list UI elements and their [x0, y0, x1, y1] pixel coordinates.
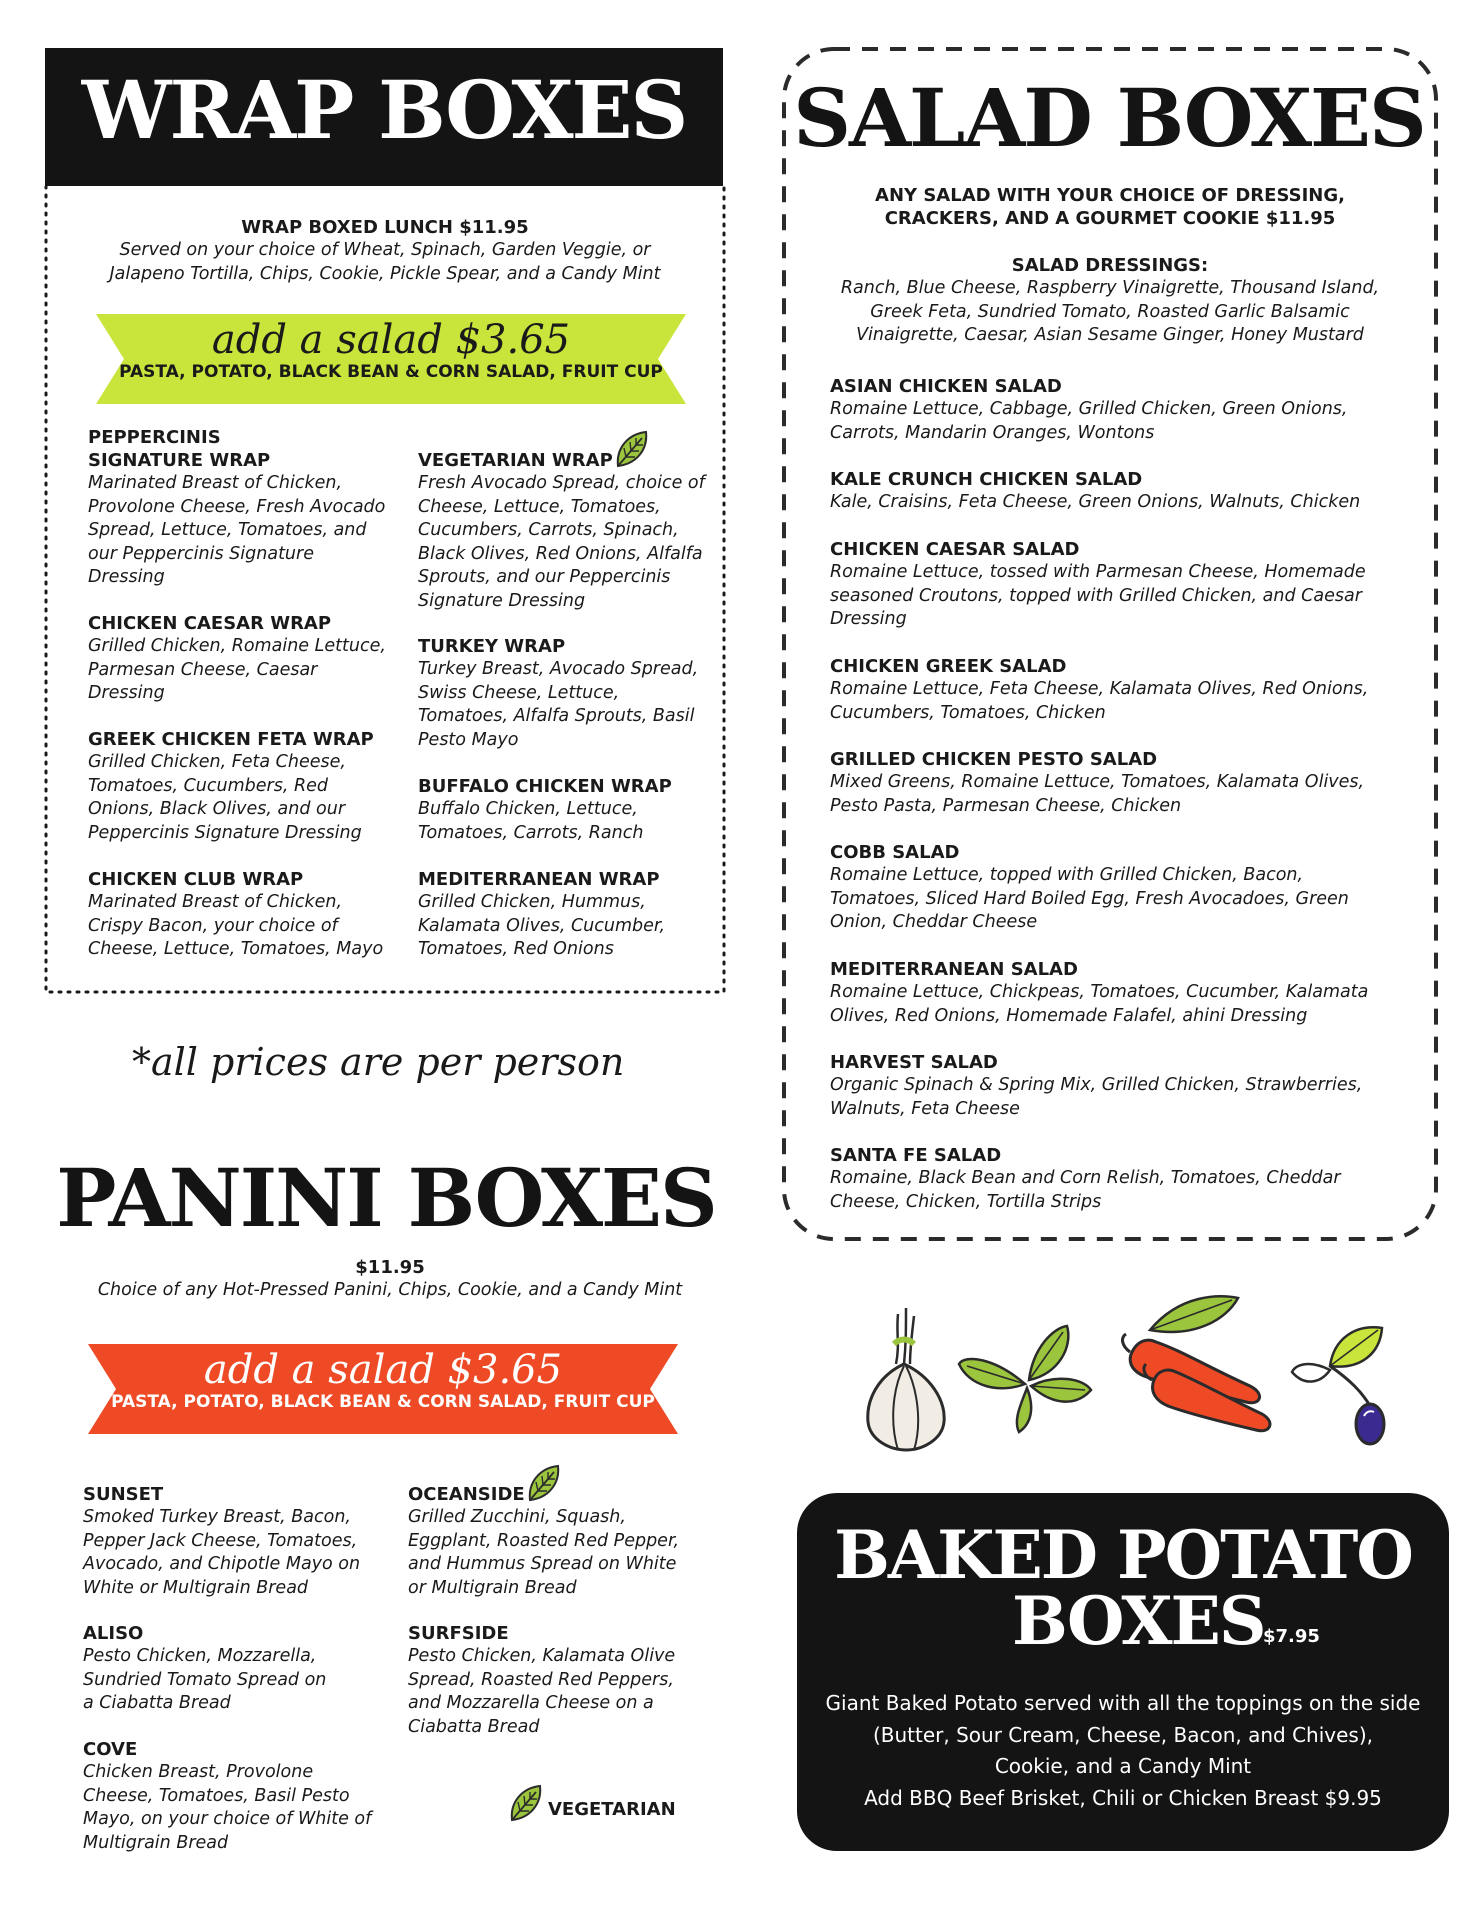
- potato-desc-line: Add BBQ Beef Brisket, Chili or Chicken Breast $9.95: [864, 1785, 1382, 1810]
- menu-item-name: MEDITERRANEAN WRAP: [418, 869, 660, 890]
- menu-item-desc: Romaine Lettuce, Chickpeas, Tomatoes, Cucumber, Kalamata Olives, Red Onions, Homemade Falafel, ahini Dressing: [830, 982, 1369, 1026]
- wrap-addon-sub: PASTA, POTATO, BLACK BEAN & CORN SALAD, FRUIT CUP: [119, 362, 663, 382]
- menu-item: [830, 1144, 1390, 1214]
- menu-item: [830, 375, 1390, 445]
- menu-item-name: PEPPERCINIS SIGNATURE WRAP: [88, 427, 271, 471]
- chili-pepper-icon: [1110, 1290, 1280, 1440]
- leaf-icon: [526, 1464, 562, 1506]
- potato-desc-line: Giant Baked Potato served with all the toppings on the side: [825, 1691, 1421, 1715]
- wrap-intro-title: WRAP BOXED LUNCH $11.95: [241, 217, 529, 238]
- salad-dressings-list: Ranch, Blue Cheese, Raspberry Vinaigrette, Thousand Island, Greek Feta, Sundried Tomato, Roasted Garlic Balsamic Vinaigrette, Caesar, Asian Sesame Ginger, Honey Mustard: [840, 278, 1380, 345]
- menu-item: [83, 1622, 333, 1716]
- panini-price: $11.95: [355, 1257, 425, 1278]
- menu-item: [830, 748, 1390, 818]
- wrap-intro-desc: Served on your choice of Wheat, Spinach, Garden Veggie, or Jalapeno Tortilla, Chips, Cookie, Pickle Spear, and a Candy Mint: [109, 240, 661, 284]
- potato-heading-line2: BOXES: [1012, 1582, 1265, 1660]
- potato-desc-line: (Butter, Sour Cream, Cheese, Bacon, and Chives),: [872, 1722, 1373, 1747]
- menu-item-name: BUFFALO CHICKEN WRAP: [418, 776, 672, 797]
- panini-addon-sub: PASTA, POTATO, BLACK BEAN & CORN SALAD, FRUIT CUP: [111, 1392, 655, 1412]
- menu-item-desc: Mixed Greens, Romaine Lettuce, Tomatoes, Kalamata Olives, Pesto Pasta, Parmesan Cheese, Chicken: [830, 772, 1365, 816]
- menu-item-name: CHICKEN CLUB WRAP: [88, 869, 304, 890]
- panini-addon-ribbon: [88, 1348, 678, 1412]
- menu-item-desc: Organic Spinach & Spring Mix, Grilled Chicken, Strawberries, Walnuts, Feta Cheese: [830, 1075, 1363, 1119]
- menu-item-name: CHICKEN GREEK SALAD: [830, 656, 1067, 677]
- panini-desc: Choice of any Hot-Pressed Panini, Chips, Cookie, and a Candy Mint: [97, 1280, 683, 1300]
- menu-item-desc: Grilled Chicken, Feta Cheese, Tomatoes, Cucumbers, Red Onions, Black Olives, and our Peppercinis Signature Dressing: [88, 752, 362, 843]
- menu-item: [88, 868, 393, 962]
- menu-item-name: TURKEY WRAP: [418, 636, 566, 657]
- vegetable-illustrations: [860, 1290, 1420, 1460]
- menu-item-desc: Turkey Breast, Avocado Spread, Swiss Cheese, Lettuce, Tomatoes, Alfalfa Sprouts, Basil Pesto Mayo: [418, 659, 699, 750]
- menu-item-name: SUNSET: [83, 1484, 164, 1505]
- menu-item: [418, 635, 708, 752]
- wrap-intro: [90, 216, 680, 286]
- menu-item: [418, 868, 708, 962]
- menu-item: [830, 841, 1390, 935]
- menu-item: [83, 1483, 383, 1600]
- wrap-addon-title: add a salad $3.65: [211, 317, 571, 363]
- menu-item: [830, 655, 1390, 725]
- potato-desc-line: Cookie, and a Candy Mint: [994, 1754, 1252, 1778]
- menu-item: [830, 958, 1390, 1028]
- menu-item-desc: Marinated Breast of Chicken, Provolone Cheese, Fresh Avocado Spread, Lettuce, Tomatoes, and our Peppercinis Signature Dressing: [88, 473, 386, 587]
- menu-item-desc: Romaine Lettuce, topped with Grilled Chicken, Bacon, Tomatoes, Sliced Hard Boiled Egg, Fresh Avocadoes, Green Onion, Cheddar Cheese: [830, 865, 1349, 932]
- menu-item-desc: Romaine Lettuce, tossed with Parmesan Cheese, Homemade seasoned Croutons, topped with Grilled Chicken, and Caesar Dressing: [830, 562, 1366, 629]
- menu-item-desc: Romaine Lettuce, Feta Cheese, Kalamata Olives, Red Onions, Cucumbers, Tomatoes, Chicken: [830, 679, 1369, 723]
- basil-icon: [955, 1324, 1095, 1434]
- menu-item-desc: Romaine Lettuce, Cabbage, Grilled Chicken, Green Onions, Carrots, Mandarin Oranges, Wontons: [830, 399, 1348, 443]
- menu-item-name: GREEK CHICKEN FETA WRAP: [88, 729, 374, 750]
- menu-item: [830, 468, 1390, 515]
- panini-intro: [60, 1256, 720, 1303]
- potato-price: $7.95: [1263, 1626, 1320, 1647]
- salad-dressings-title: SALAD DRESSINGS:: [1011, 255, 1209, 276]
- potato-desc: [810, 1688, 1436, 1814]
- menu-item-desc: Chicken Breast, Provolone Cheese, Tomatoes, Basil Pesto Mayo, on your choice of White of Multigrain Bread: [83, 1762, 372, 1853]
- menu-item-desc: Grilled Chicken, Hummus, Kalamata Olives, Cucumber, Tomatoes, Red Onions: [418, 892, 666, 959]
- menu-item: [83, 1738, 373, 1855]
- menu-item-name: SANTA FE SALAD: [830, 1145, 1002, 1166]
- menu-item-name: CHICKEN CAESAR WRAP: [88, 613, 332, 634]
- wrap-heading: WRAP BOXES: [81, 63, 687, 157]
- menu-item: [830, 538, 1390, 632]
- menu-item: [418, 775, 708, 845]
- menu-item: [88, 728, 388, 845]
- menu-item-desc: Pesto Chicken, Kalamata Olive Spread, Roasted Red Peppers, and Mozzarella Cheese on a Ciabatta Bread: [408, 1646, 676, 1737]
- menu-item-name: SURFSIDE: [408, 1623, 509, 1644]
- menu-item-desc: Fresh Avocado Spread, choice of Cheese, Lettuce, Tomatoes, Cucumbers, Carrots, Spinach, Black Olives, Red Onions, Alfalfa Sprouts, and our Peppercinis Signature Dressing: [418, 473, 705, 611]
- potato-heading-line1: BAKED POTATO: [834, 1516, 1412, 1594]
- wrap-addon-ribbon: [96, 318, 686, 382]
- menu-item-name: HARVEST SALAD: [830, 1052, 998, 1073]
- menu-item-name: KALE CRUNCH CHICKEN SALAD: [830, 469, 1143, 490]
- menu-item-name: VEGETARIAN WRAP: [418, 450, 613, 471]
- menu-item-desc: Marinated Breast of Chicken, Crispy Bacon, your choice of Cheese, Lettuce, Tomatoes, Mayo: [88, 892, 384, 959]
- salad-dressings: [830, 254, 1390, 348]
- menu-item: [830, 1051, 1390, 1121]
- menu-item: [418, 449, 708, 613]
- menu-item-desc: Kale, Craisins, Feta Cheese, Green Onions, Walnuts, Chicken: [830, 492, 1361, 512]
- menu-item-desc: Grilled Zucchini, Squash, Eggplant, Roasted Red Pepper, and Hummus Spread on White or Multigrain Bread: [408, 1507, 680, 1598]
- menu-item-name: CHICKEN CAESAR SALAD: [830, 539, 1080, 560]
- menu-item-desc: Buffalo Chicken, Lettuce, Tomatoes, Carrots, Ranch: [418, 799, 644, 843]
- olive-icon: [1290, 1320, 1400, 1450]
- prices-note: *all prices are per person: [132, 1040, 625, 1084]
- menu-item-name: GRILLED CHICKEN PESTO SALAD: [830, 749, 1158, 770]
- menu-item-name: ASIAN CHICKEN SALAD: [830, 376, 1062, 397]
- menu-item-desc: Pesto Chicken, Mozzarella, Sundried Tomato Spread on a Ciabatta Bread: [83, 1646, 327, 1713]
- menu-item-name: COVE: [83, 1739, 138, 1760]
- panini-addon-title: add a salad $3.65: [203, 1347, 563, 1393]
- leaf-icon: [508, 1784, 544, 1826]
- menu-item-desc: Romaine, Black Bean and Corn Relish, Tomatoes, Cheddar Cheese, Chicken, Tortilla Strips: [830, 1168, 1341, 1212]
- menu-item: [88, 612, 388, 706]
- menu-item-name: ALISO: [83, 1623, 144, 1644]
- menu-item-desc: Grilled Chicken, Romaine Lettuce, Parmesan Cheese, Caesar Dressing: [88, 636, 386, 703]
- leaf-icon: [614, 430, 650, 472]
- menu-item: [88, 426, 388, 590]
- garlic-icon: [860, 1304, 950, 1454]
- salad-heading: SALAD BOXES: [793, 71, 1425, 165]
- menu-item-name: MEDITERRANEAN SALAD: [830, 959, 1078, 980]
- salad-intro: ANY SALAD WITH YOUR CHOICE OF DRESSING, CRACKERS, AND A GOURMET COOKIE $11.95: [875, 185, 1345, 229]
- menu-item: [408, 1622, 698, 1739]
- vegetarian-legend: VEGETARIAN: [548, 1799, 676, 1820]
- menu-item-name: COBB SALAD: [830, 842, 960, 863]
- menu-item-desc: Smoked Turkey Breast, Bacon, Pepper Jack Cheese, Tomatoes, Avocado, and Chipotle Mayo on White or Multigrain Bread: [83, 1507, 361, 1598]
- menu-item-name: OCEANSIDE: [408, 1484, 525, 1505]
- panini-heading: PANINI BOXES: [56, 1151, 716, 1245]
